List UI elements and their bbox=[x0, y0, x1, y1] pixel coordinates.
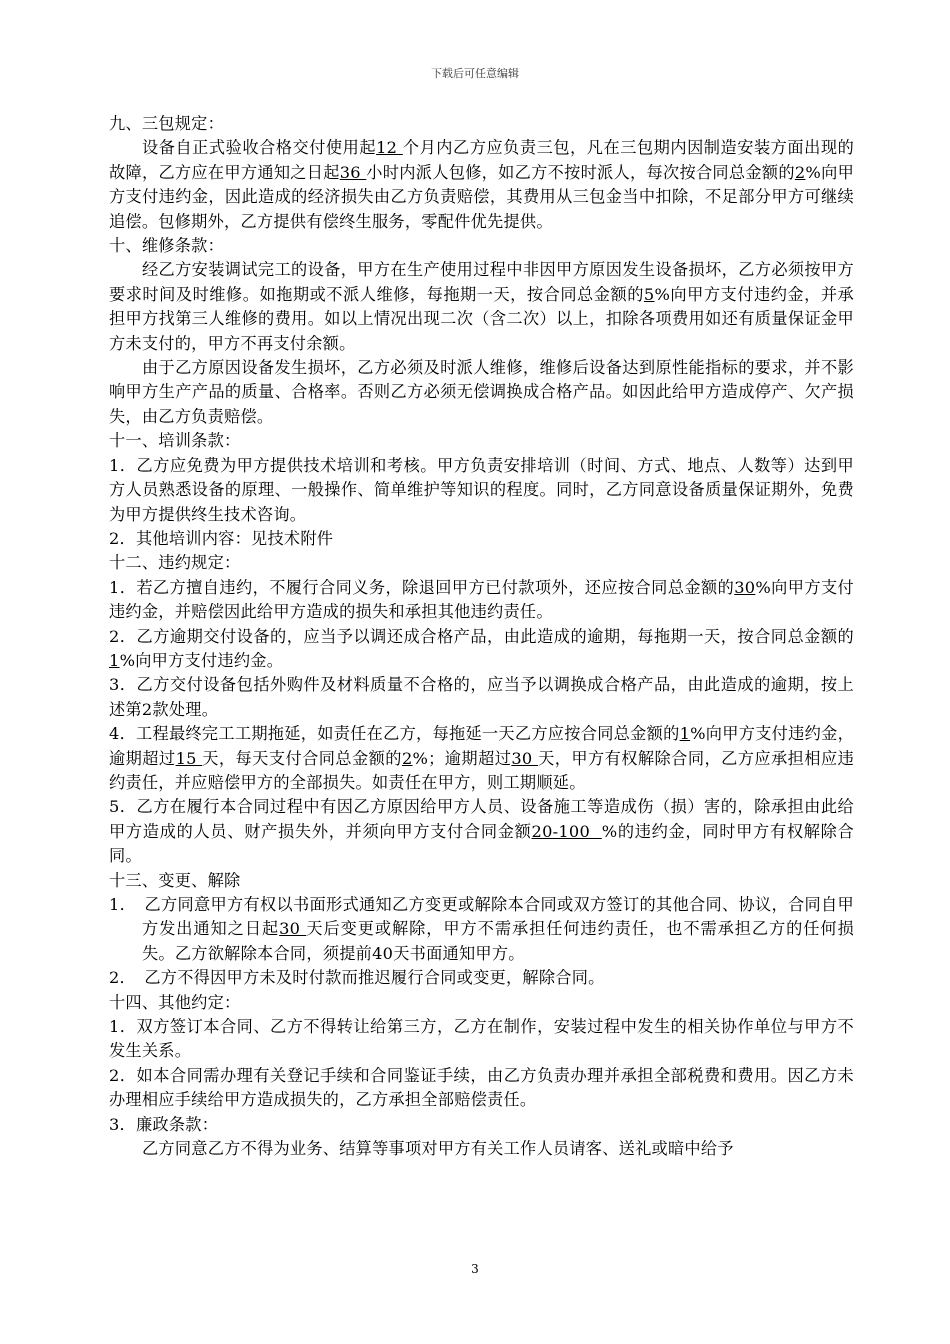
section-9-paragraph: 设备自正式验收合格交付使用起12 个月内乙方应负责三包，凡在三包期内因制造安装方面出现的故障，乙方应在甲方通知之日起36 小时内派人包修，如乙方不按时派人，每次按合同总金额的2%向甲方支付违约金，因此造成的经济损失由乙方负责赔偿，其费用从三包金当中扣除，不足部分甲方可继续追偿。包修期外，乙方提供有偿终生服务，零配件优先提供。 bbox=[109, 138, 855, 231]
section-10-paragraph-2: 由于乙方原因设备发生损坏，乙方必须及时派人维修，维修后设备达到原性能指标的要求，并不影响甲方生产产品的质量、合格率。否则乙方必须无偿调换成合格产品。如因此给甲方造成停产、欠产损失，由乙方负责赔偿。 bbox=[109, 358, 854, 426]
section-14-item-2: 2．如本合同需办理有关登记手续和合同鉴证手续，由乙方负责办理并承担全部税费和费用。因乙方未办理相应手续给甲方造成损失的，乙方承担全部赔偿责任。 bbox=[109, 1065, 854, 1110]
section-10-paragraph-1: 经乙方安装调试完工的设备，甲方在生产使用过程中非因甲方原因发生设备损坏，乙方必须按甲方要求时间及时维修。如拖期或不派人维修，每拖期一天，按合同总金额的5%向甲方支付违约金，并承担甲方找第三人维修的费用。如以上情况出现二次（含二次）以上，扣除各项费用如还有质量保证金甲方未支付的，甲方不再支付余额。 bbox=[109, 260, 854, 353]
underlined-value: 36 bbox=[339, 162, 367, 182]
underlined-value: 2 bbox=[794, 162, 806, 182]
section-14-item-1: 1．双方签订本合同、乙方不得转让给第三方，乙方在制作，安装过程中发生的相关协作单位与甲方不发生关系。 bbox=[109, 1017, 854, 1061]
section-12-item-5: 5．乙方在履行本合同过程中有因乙方原因给甲方人员、设备施工等造成伤（损）害的，除承担由此给甲方造成的人员、财产损失外，并须向甲方支付合同金额20-100 %的违约金，同时甲方有权解除合同。 bbox=[109, 797, 854, 866]
underlined-value: 20-100 bbox=[531, 821, 602, 841]
section-11-item-2: 2．其他培训内容：见技术附件 bbox=[109, 528, 334, 548]
section-10-title: 十、维修条款： bbox=[109, 236, 225, 256]
underlined-value: 2 bbox=[401, 748, 413, 768]
page-number: 3 bbox=[471, 1262, 479, 1276]
section-9-title: 九、三包规定： bbox=[109, 114, 225, 133]
section-13-item-2: 2． 乙方不得因甲方未及时付款而推迟履行合同或变更，解除合同。 bbox=[109, 968, 605, 988]
underlined-value: 12 bbox=[376, 138, 403, 158]
underlined-value: 15 bbox=[175, 748, 203, 768]
section-12-item-4: 4．工程最终完工工期拖延，如责任在乙方，每拖延一天乙方应按合同总金额的1%向甲方支付违约金，逾期超过15 天，每天支付合同总金额的2%；逾期超过30 天，甲方有权解除合同，乙方应承担相应违约责任，并应赔偿甲方的全部损失。如责任在甲方，则工期顺延。 bbox=[109, 724, 855, 792]
section-14-item-3: 3．廉政条款： bbox=[109, 1114, 219, 1134]
section-12-item-3: 3．乙方交付设备包括外购件及材料质量不合格的，应当予以调换成合格产品，由此造成的逾期，按上述第2款处理。 bbox=[109, 675, 854, 719]
section-12-title: 十二、违约规定： bbox=[109, 553, 241, 573]
underlined-value: 1 bbox=[109, 650, 120, 670]
underlined-value: 1 bbox=[679, 724, 691, 744]
underlined-value: 30 bbox=[734, 577, 756, 597]
section-11-item-1: 1．乙方应免费为甲方提供技术培训和考核。甲方负责安排培训（时间、方式、地点、人数等）达到甲方人员熟悉设备的原理、一般操作、简单维护等知识的程度。同时，乙方同意设备质量保证期外，免费为甲方提供终生技术咨询。 bbox=[109, 455, 854, 524]
section-14-title: 十四、其他约定： bbox=[109, 992, 241, 1012]
section-13-title: 十三、变更、解除 bbox=[109, 870, 241, 890]
section-14-paragraph: 乙方同意乙方不得为业务、结算等事项对甲方有关工作人员请客、送礼或暗中给予 bbox=[142, 1139, 734, 1159]
underlined-value: 30 bbox=[279, 919, 307, 939]
section-12-item-1: 1．若乙方擅自违约，不履行合同义务，除退回甲方已付款项外，还应按合同总金额的30%向甲方支付违约金，并赔偿因此给甲方造成的损失和承担其他违约责任。 bbox=[109, 577, 854, 622]
section-13-item-1: 1． 乙方同意甲方有权以书面形式通知乙方变更或解除本合同或双方签订的其他合同、协议，合同自甲方发出通知之日起30 天后变更或解除，甲方不需承担任何违约责任，也不需承担乙方的任何损失。乙方欲解除本合同，须提前40天书面通知甲方。 bbox=[109, 895, 855, 963]
section-12-item-2: 2．乙方逾期交付设备的，应当予以调还成合格产品，由此造成的逾期，每拖期一天，按合同总金额的1%向甲方支付违约金。 bbox=[109, 626, 854, 670]
underlined-value: 30 bbox=[511, 748, 539, 768]
page-header: 下载后可任意编辑 bbox=[431, 67, 519, 80]
underlined-value: 5 bbox=[643, 284, 655, 304]
document-body bbox=[109, 112, 854, 1161]
section-11-title: 十一、培训条款： bbox=[109, 431, 241, 451]
